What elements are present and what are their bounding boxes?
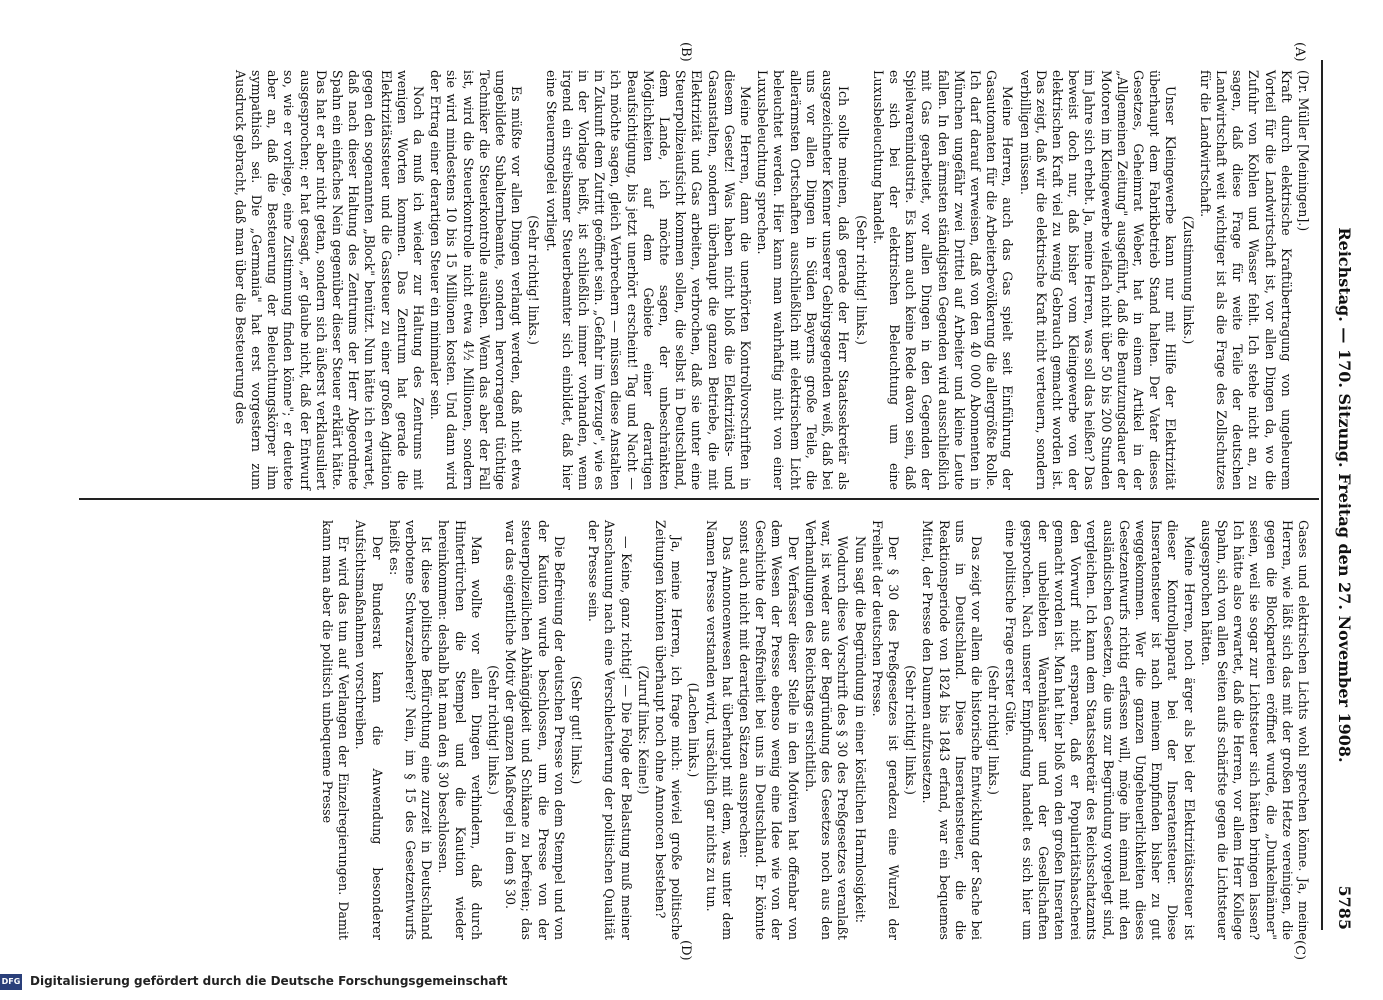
paragraph: Kraft durch elektrische Kraftübertragung von ungeheurem Vorteil für die Landwirtschaft ist, vor allen Dingen da, wo die Zufuhr von Kohlen und Wasser fehlt. Ich stehe nicht an, zu sagen, daß diese Frage für weite Teile der deutschen Landwirtschaft weit wichtiger ist als die Frage des Zollschutzes für die Landwirtschaft. [1197,70,1294,490]
paragraph: (Dr. Müller [Meiningen].) [1296,70,1311,232]
margin-letter-d: (D) [678,940,693,961]
paragraph: Meine Herren, noch ärger als bei der Elektrizitätssteuer ist dieser Kontrollapparat bei der Inseratensteuer. Diese Inseratensteuer ist nach meinem Empfinden bisher zu gut weggekommen. Wer die ganzen Ungeheuerlichkeiten dieses Gesetzentwurfs richtig erfassen will, möge ihn einmal mit den ausländischen Gesetzen, die uns zur Begründung vorgelegt sind, vergleichen. Ich kann dem Staatssekretär des Reichsschatzamts den Vorwurf nicht ersparen, daß er Popularitätshascherei gemacht worden ist. Man hat hier bloß von den großen Inseraten der unbeliebten Warenhäuser und der Gesellschaften gesprochen. Nach unserer Empfindung handelt es sich hier um eine politische Frage erster Güte. [1003,520,1197,940]
interjection: (Sehr richtig! links.) [903,665,919,795]
running-head: Reichstag. — 170. Sitzung. Freitag den 27. November 1908. [1335,227,1354,763]
dfg-logo: DFG [0,974,22,990]
paragraph: Wodurch diese Vorschrift des § 30 des Preßgesetzes veranlaßt war, ist weder aus der Begründung des Gesetzes noch aus den Verhandlungen des Reichstags ersichtlich. [802,520,851,940]
paragraph: Der Verfasser dieser Stelle in den Motiven hat offenbar von dem Wesen der Presse ebenso wenig eine Idee wie von der Geschichte der Preßfreiheit bei uns in Deutschland. Er könnte sonst auch nicht mit derartigen Sätzen aussprechen: [737,520,801,940]
interjection: (Sehr richtig! links.) [986,665,1002,795]
right-text-column [318,520,1311,940]
paragraph: Die Befreiung der deutschen Presse von dem Stempel und von der Kaution wurde beschlossen, um die Presse von der steuerpolizeilichen Abhängigkeit und Schikane zu befreien; das war das eigentliche Motiv der ganzen Maßregel in dem § 30. [503,520,567,940]
interjection: (Sehr richtig! links.) [526,215,542,345]
paragraph: Unser Kleingewerbe kann nur mit Hilfe der Elektrizität überhaupt dem Fabrikbetrieb Stand halten. Der Vater dieses Gesetzes, Geheimrat Weber, hat in einem Artikel in der „Allgemeinen Zeitung" ausgeführt, daß die Benutzungsdauer der Motoren im Kleingewerbe vielfach nicht über 50 bis 200 Stunden im Jahre sich erhebt. Ja, meine Herren, was soll das heißen? Das beweist doch nur, daß bisher vom Kleingewerbe von der elektrischen Kraft viel zu wenig Gebrauch gemacht worden ist. Das zeigt, daß wir die elektrische Kraft nicht verteuern, sondern verbilligen müssen. [1017,70,1179,490]
page-header [1328,60,1358,930]
paragraph: Das zeigt vor allem die historische Entwicklung der Sache bei uns in Deutschland. Diese Inseratensteuer, die die Reaktionsperiode von 1824 bis 1843 erfand, war ein bequemes Mittel, der Presse den Daumen aufzusetzen. [920,520,984,940]
paragraph: Ich sollte meinen, daß gerade der Herr Staatssekretär als ausgezeichneter Kenner unserer Gebirgsgegenden weiß, daß bei uns vor allen Dingen in Süden Bayerns große Teile, die allerärmsten Ortschaften ausschließlich mit elektrischem Licht beleuchtet werden. Hier kann man wahrhaftig nicht von einer Luxusbeleuchtung sprechen. [755,70,852,490]
interjection: (Sehr richtig! links.) [486,665,502,795]
footer-strip [0,960,1000,1000]
paragraph: Der Bundesrat kann die Anwendung besonderer Aufsichtsmaßnahmen vorschreiben. [353,520,385,940]
paragraph: Ja, meine Herren, ich frage mich: wieviel große politische Zeitungen könnten überhaupt noch ohne Annoncen bestehen? [653,520,685,940]
paragraph: Gases und elektrischen Lichts wohl sprechen könne. Ja, meine Herren, wie läßt sich das mit der großen Hetze vereinigen, die gegen die Blockparteien eröffnet wurde, die „Dunkelmänner" seien, weil sie sogar zur Lichtsteuer sich hätten bringen lassen? Ich hätte also erwartet, daß die Herren, vor allem Herr Kollege Spahn, sich von allen Seiten aufs schärfste gegen die Lichtsteuer ausgesprochen hätten. [1198,520,1311,940]
column-divider [79,498,1319,500]
header-rule [1321,60,1323,930]
paragraph: Es müßte vor allen Dingen verlangt werden, daß nicht etwa ungebildete Subalternbeamte, sondern hervorragend tüchtige Techniker die Steuerkontrolle ausüben. Wenn das aber der Fall ist, wird die Steuerkontrolle nicht etwa 4½ Millionen, sondern sie wird mindestens 10 bis 15 Millionen kosten. Und dann wird der Ertrag einer derartigen Steuer ein minimaler sein. [428,70,525,490]
paragraph: Man wollte vor allen Dingen verhindern, daß durch Hintertürchen die Stempel und die Kaution wieder hereinkommen: deshalb hat man den § 30 beschlossen. [436,520,484,940]
margin-letter-b: (B) [678,42,693,62]
paragraph: Meine Herren, auch das Gas spielt seit Einführung der Gasautomaten für die Arbeiterbevölkerung die allergrößte Rolle. Ich darf darauf verweisen, daß von den 40 000 Abonnenten in München ungefähr zwei Drittel auf Arbeiter und kleine Leute fallen. In den ärmsten ständigsten Gegenden wird ausschließlich mit Gas gearbeitet, vor allen Dingen in den Gegenden der Spielwarenindustrie. Es kann auch keine Rede davon sein, daß es sich bei der elektrischen Beleuchtung um eine Luxusbeleuchtung handelt. [870,70,1016,490]
paragraph: Das Annoncenwesen hat überhaupt mit dem, was unter dem Namen Presse verstanden wird, ursächlich gar nichts zu tun. [703,520,735,940]
interjection: (Sehr gut! links.) [569,675,585,785]
left-text-column [231,70,1311,490]
paragraph: Ist diese politische Befürchtung eine zurzeit in Deutschland verbotene Schwarzseherei? Nein, im § 15 des Gesetzentwurfs heißt es: [386,520,435,940]
interjection: (Zuruf links: Keine!) [635,665,651,795]
paragraph: Nun sagt die Begründung in einer köstlichen Harmlosigkeit: [852,536,868,924]
digitization-credit: Digitalisierung gefördert durch die Deutsche Forschungsgemeinschaft [30,974,508,988]
margin-letter-c: (C) [1292,940,1307,961]
page-number: 5785 [1335,885,1354,930]
paragraph: Er wird das tun auf Verlangen der Einzelregierungen. Damit kann man aber die politisch unbequeme Presse [320,520,352,940]
paragraph: Noch da muß ich wieder zur Haltung des Zentrums mit wenigen Worten kommen. Das Zentrum hat gerade die Elektrizitätssteuer und die Gassteuer zu einer großen Agitation gegen den sogenannten „Block" benützt. Nun hätte ich erwartet, daß nach dieser Haltung des Zentrums der Herr Abgeordnete Spahn ein einfaches Nein gegenüber dieser Steuer erklärt hätte. Das hat er aber nicht getan, sondern sich äußerst verklausuliert ausgesprochen; er hat gesagt, „er glaube nicht, daß der Entwurf so, wie er vorliege, eine Zustimmung finden könne"; er deutete aber an, daß die Besteuerung der Beleuchtungskörper ihm sympathisch sei. Die „Germania" hat erst vorgestern zum Ausdruck gebracht, daß man über die Besteuerung des [232,70,427,490]
interjection: (Lachen links.) [686,682,702,778]
paragraph: Meine Herren, dann die unerhörten Kontrollvorschriften in diesem Gesetz! Was haben nicht bloß die Elektrizitäts- und Gasanstalten, sondern überhaupt die ganzen Betriebe, die mit Elektrizität und Gas arbeiten, verbrochen, daß sie unter eine Steuerpolizeiaufsicht kommen sollen, die selbst in Deutschland, dem Lande, ich möchte sagen, der unbeschränkten Möglichkeiten auf dem Gebiete einer derartigen Beaufsichtigung, bis jetzt unerhört erscheint! Tag und Nacht — ich möchte sagen, gleich Verbrechern — müssen diese Anstalten in Zukunft dem Zutritt geöffnet sein. „Gefahr im Verzuge", wie es in der Vorlage heißt, ist schließlich immer vorhanden, wenn irgend ein streibsamer Steuerbeamter sich einbildet, daß hier eine Steuermogelei vorliegt. [543,70,754,490]
interjection: (Sehr richtig! links.) [853,215,869,345]
paragraph: — Keine, ganz richtig! — Die Folge der Belastung muß meiner Anschauung nach eine Verschlechterung der politischen Qualität der Presse sein. [586,520,634,940]
interjection: (Zustimmung links.) [1180,215,1196,345]
margin-letter-a: (A) [1292,42,1307,62]
paragraph: Der § 30 des Preßgesetzes ist geradezu eine Wurzel der Freiheit der deutschen Presse. [869,520,901,940]
